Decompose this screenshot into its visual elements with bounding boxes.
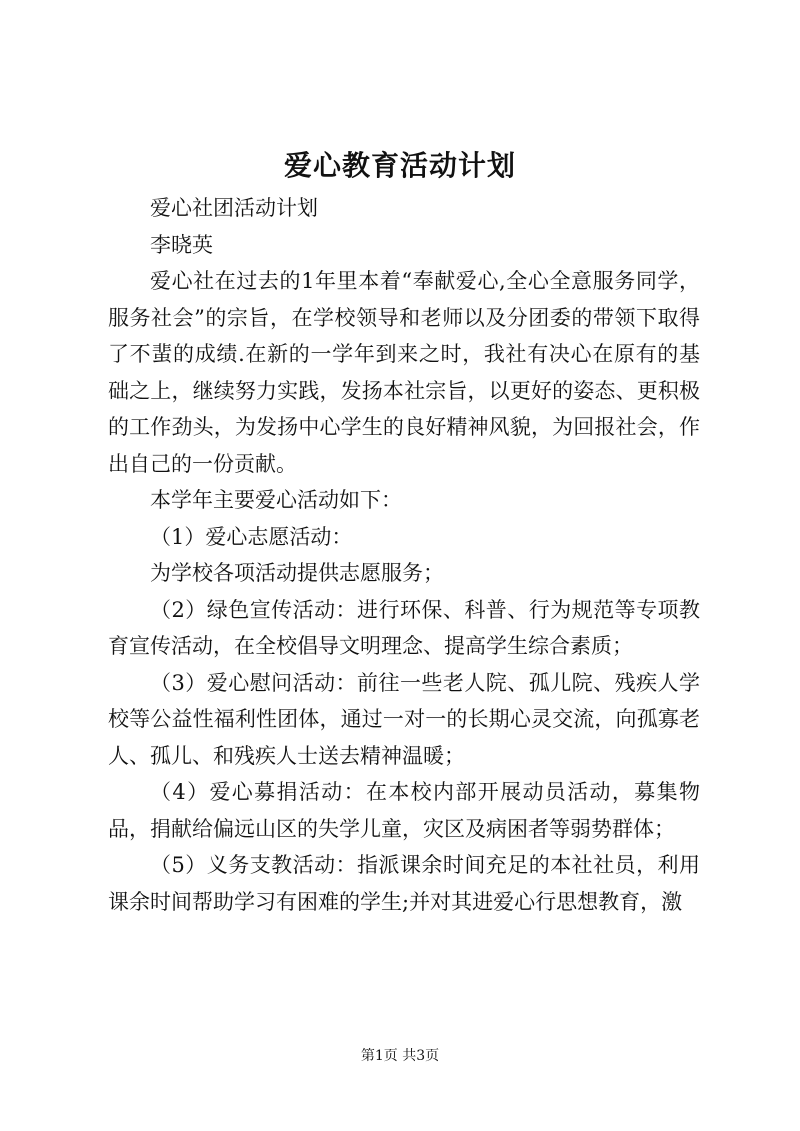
paragraph-subtitle: 爱心社团活动计划 (150, 196, 318, 220)
paragraph-intro: 爱心社在过去的1年里本着“奉献爱心,全心全意服务同学，服务社会”的宗旨，在学校领导和老师以及分团委的带领下取得了不蜚的成绩.在新的一学年到来之时，我社有决心在原有的基础之上，继续努力实践，发扬本社宗旨，以更好的姿态、更积极的工作劲头，为发扬中心学生的良好精神风貌，为回报社会，作出自己的一份贡献。 (108, 269, 700, 476)
paragraph-activity-1: （1）爱心志愿活动： (150, 524, 353, 549)
paragraph-activity-1-detail: 为学校各项活动提供志愿服务； (150, 561, 444, 585)
paragraph-activity-2: （2）绿色宣传活动：进行环保、科普、行为规范等专项教育宣传活动，在全校倡导文明理念、提高学生综合素质； (108, 597, 700, 658)
paragraph-activity-4: （4）爱心募捐活动：在本校内部开展动员活动，募集物品，捐献给偏远山区的失学儿童，灾区及病困者等弱势群体； (108, 780, 700, 841)
paragraph-author: 李晓英 (150, 232, 213, 257)
paragraph-activity-5: （5）义务支教活动：指派课余时间充足的本社社员，利用课余时间帮助学习有困难的学生;并对其进爱心行思想教育，激 (108, 853, 700, 914)
paragraph-activities-heading: 本学年主要爱心活动如下： (150, 488, 402, 512)
document-title: 爱心教育活动计划 (283, 149, 516, 182)
page-footer: 第1页 共3页 (360, 1048, 440, 1064)
document-body (108, 190, 700, 920)
paragraph-activity-3: （3）爱心慰问活动：前往一些老人院、孤儿院、残疾人学校等公益性福利性团体，通过一对一的长期心灵交流，向孤寡老人、孤儿、和残疾人士送去精神温暖； (108, 670, 700, 768)
